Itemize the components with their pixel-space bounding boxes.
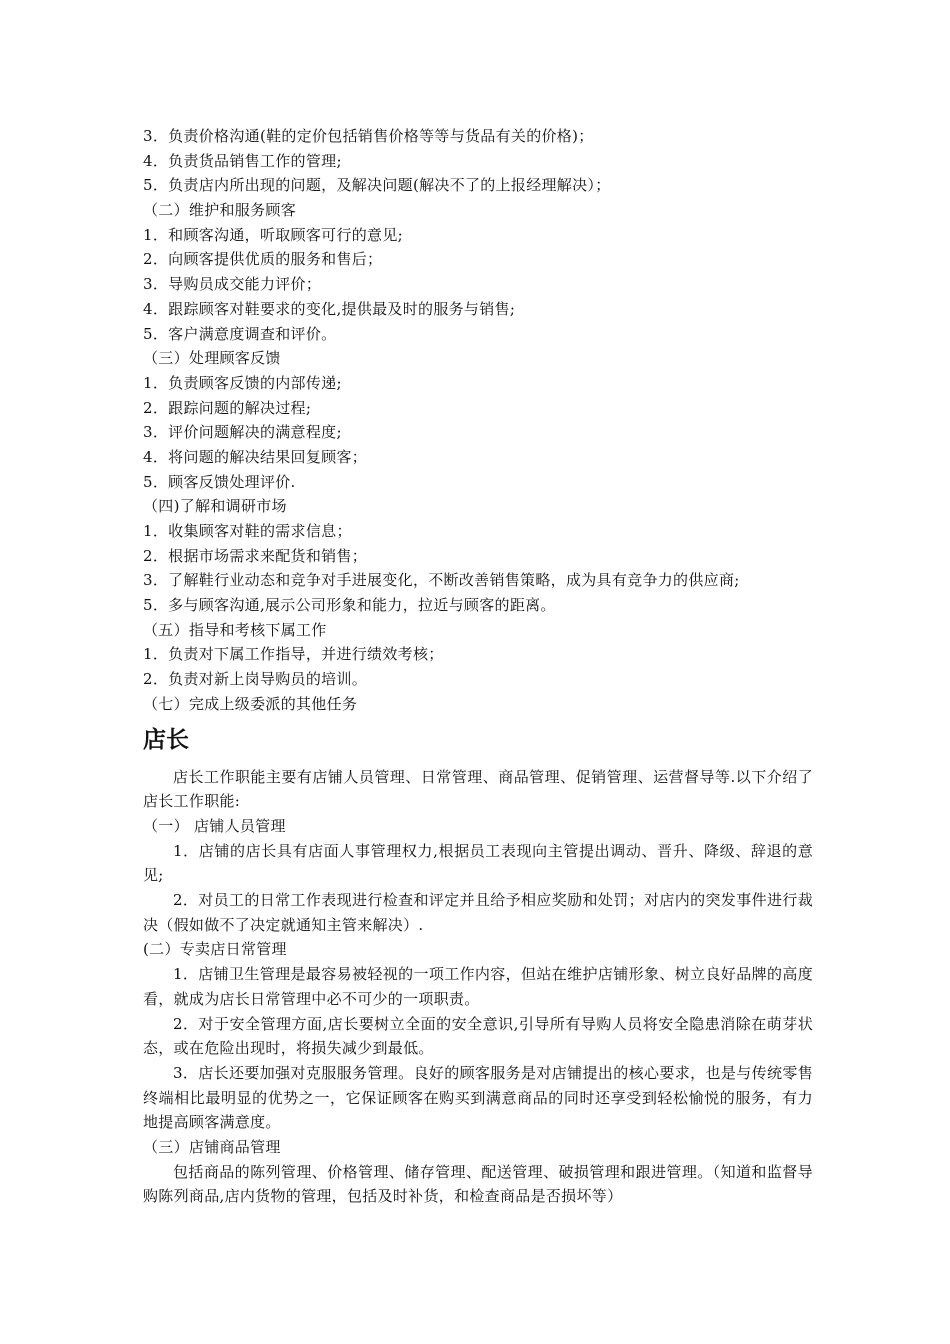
list-item: 1．和顾客沟通，听取顾客可行的意见; <box>143 225 403 244</box>
paragraph: 1．店铺卫生管理是最容易被轻视的一项工作内容，但站在维护店铺形象、树立良好品牌的高度看，就成为店长日常管理中必不可少的一项职责。 <box>143 965 813 1008</box>
list-item: 2．跟踪问题的解决过程; <box>143 398 312 417</box>
paragraph: 3．店长还要加强对克服服务管理。良好的顾客服务是对店铺提出的核心要求，也是与传统零售终端相比最明显的优势之一，它保证顾客在购买到满意商品的同时还享受到轻松愉悦的服务，有力地提高顾客满意度。 <box>143 1063 813 1132</box>
section-title: （二）维护和服务顾客 <box>143 201 297 220</box>
list-item: 4．将问题的解决结果回复顾客； <box>143 447 368 466</box>
list-item: 4．跟踪顾客对鞋要求的变化,提供最及时的服务与销售; <box>143 299 516 318</box>
list-item: 2．负责对新上岗导购员的培训。 <box>143 670 368 689</box>
page-heading: 店长 <box>143 726 189 753</box>
list-item: 1．负责顾客反馈的内部传递; <box>143 373 342 392</box>
section-title: （一） 店铺人员管理 <box>143 816 286 835</box>
document-body <box>143 124 813 1209</box>
list-item: 2．向顾客提供优质的服务和售后； <box>143 250 383 269</box>
paragraph: 1．店铺的店长具有店面人事管理权力,根据员工表现向主管提出调动、晋升、降级、辞退的意见; <box>143 841 813 885</box>
list-item: 5．多与顾客沟通,展示公司形象和能力，拉近与顾客的距离。 <box>143 596 556 615</box>
list-item: 1．收集顾客对鞋的需求信息； <box>143 522 352 540</box>
list-item: 3．了解鞋行业动态和竞争对手进展变化，不断改善销售策略，成为具有竞争力的供应商; <box>143 571 740 590</box>
list-item: 5．客户满意度调查和评价。 <box>143 324 337 343</box>
paragraph: 包括商品的陈列管理、价格管理、储存管理、配送管理、破损管理和跟进管理。（知道和监督导购陈列商品,店内货物的管理，包括及时补货，和检查商品是否损坏等） <box>143 1162 813 1206</box>
list-item: 3．导购员成交能力评价； <box>143 275 322 294</box>
list-item: 1．负责对下属工作指导，并进行绩效考核； <box>143 645 444 664</box>
section-title: （五）指导和考核下属工作 <box>143 620 327 639</box>
list-item: 5．负责店内所出现的问题，及解决问题(解决不了的上报经理解决）； <box>143 176 611 195</box>
list-item: 5．顾客反馈处理评价. <box>143 472 296 491</box>
duty-list <box>143 124 813 717</box>
intro-paragraph: 店长工作职能主要有店铺人员管理、日常管理、商品管理、促销管理、运营督导等.以下介绍了店长工作职能: <box>143 767 813 811</box>
list-item: 2．根据市场需求来配货和销售； <box>143 546 368 565</box>
section-title: （七）完成上级委派的其他任务 <box>143 694 358 713</box>
paragraph: 2．对员工的日常工作表现进行检查和评定并且给予相应奖励和处罚；对店内的突发事件进行裁决（假如做不了决定就通知主管来解决）. <box>143 891 813 934</box>
section-title: （三）店铺商品管理 <box>143 1138 281 1157</box>
list-item: 3．评价问题解决的满意程度; <box>143 423 342 442</box>
paragraph: 2．对于安全管理方面,店长要树立全面的安全意识,引导所有导购人员将安全隐患消除在萌芽状态，或在危险出现时，将损失减少到最低。 <box>143 1014 813 1058</box>
section-title: (二）专卖店日常管理 <box>143 940 287 959</box>
list-item: 3．负责价格沟通(鞋的定价包括销售价格等等与货品有关的价格)； <box>143 127 594 145</box>
list-item: 4．负责货品销售工作的管理; <box>143 151 342 170</box>
section-title: （三）处理顾客反馈 <box>143 349 281 368</box>
section-title: （四)了解和调研市场 <box>143 497 287 516</box>
